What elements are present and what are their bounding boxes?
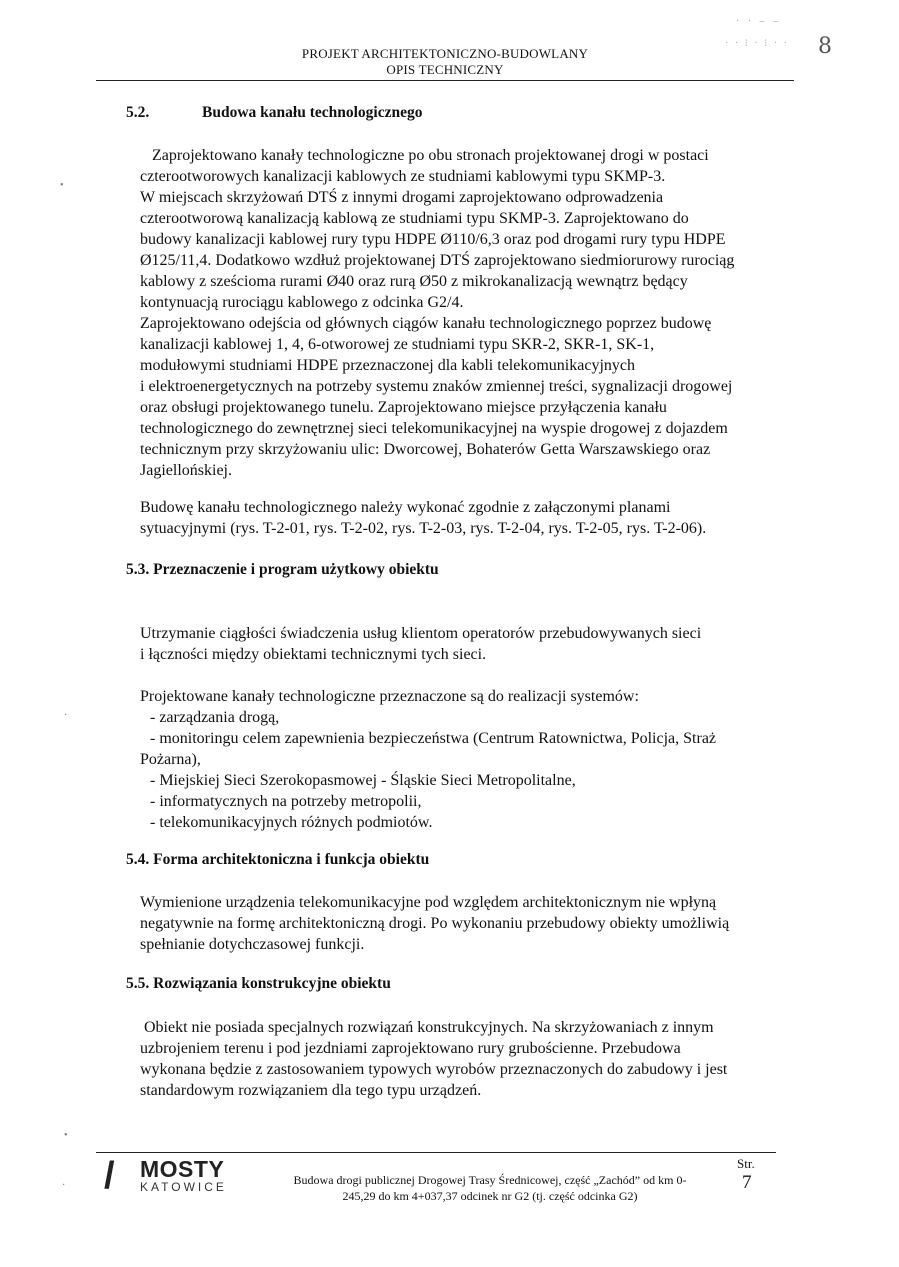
mosty-katowice-logo [104,1156,264,1196]
text-line: Wymienione urządzenia telekomunikacyjne pod względem architektonicznym nie wpłyną [140,894,717,911]
text-line: Obiekt nie posiada specjalnych rozwiązań konstrukcyjnych. Na skrzyżowaniach z innym [144,1019,714,1036]
text-line: kablowy z sześcioma rurami Ø40 oraz rurą Ø50 z mikrokanalizacją wewnątrz będący [140,273,688,290]
section-heading-5-4: 5.4. Forma architektoniczna i funkcja obiektu [126,851,430,868]
text-line: Zaprojektowano odejścia od głównych ciągów kanału technologicznego poprzez budowę [140,315,712,332]
text-line: i łączności między obiektami technicznymi tych sieci. [140,646,487,663]
section-5-2-paragraph-1 [140,145,795,481]
list-item: - monitoringu celem zapewnienia bezpieczeństwa (Centrum Ratownictwa, Policja, Straż [150,730,717,747]
scan-speck: • [60,180,64,191]
section-title: Budowa kanału technologicznego [202,104,423,121]
list-item: - telekomunikacyjnych różnych podmiotów. [150,814,433,831]
text-line: technologicznego do zewnętrznej sieci telekomunikacyjnej na wyspie drogowej z dojazdem [140,420,728,437]
section-heading-5-3: 5.3. Przeznaczenie i program użytkowy obiektu [126,561,439,578]
text-line: kontynuacją rurociągu kablowego z odcinka G2/4. [140,294,464,311]
list-item-continuation: Pożarna), [140,751,201,768]
section-5-5-paragraph [140,1017,795,1101]
text-line: kanalizacji kablowej 1, 4, 6-otworowej ze studniami typu SKR-2, SKR-1, SK-1, [140,336,655,353]
section-5-2-paragraph-3 [140,497,795,539]
text-line: W miejscach skrzyżowań DTŚ z innymi drogami zaprojektowano odprowadzenia [140,189,664,206]
text-line: Ø125/11,4. Dodatkowo wzdłuż projektowanej DTŚ zaprojektowano siedmiorurowy rurociąg [140,252,735,269]
header-rule [96,80,794,81]
section-number: 5.2. [126,104,150,121]
text-line: oraz obsługi projektowanego tunelu. Zaprojektowano miejsce przyłączenia kanału [140,399,667,416]
scan-specks: · · ⁝ · ⁝ · · [725,38,790,49]
list-intro: Projektowane kanały technologiczne przeznaczone są do realizacji systemów: [140,688,639,705]
text-line: wykonana będzie z zastosowaniem typowych wyrobów przeznaczonych do zabudowy i jest [140,1061,728,1078]
footer-rule [96,1152,776,1153]
handwritten-page-mark: 8 [818,34,832,59]
text-line: technicznym przy skrzyżowaniu ulic: Dworcowej, Bohaterów Getta Warszawskiego oraz [140,441,711,458]
section-5-4-paragraph [140,892,795,955]
text-line: negatywnie na formę architektoniczną drogi. Po wykonaniu przebudowy obiekty umożliwią [140,915,730,932]
section-heading-5-2 [126,104,422,122]
page-number: 7 [742,1172,752,1193]
systems-list [140,686,800,833]
list-item: - informatycznych na potrzeby metropolii, [150,793,422,810]
text-line: czterootworowych kanalizacji kablowych ze studniami kablowymi typu SKMP-3. [140,168,666,185]
footer-line-1: Budowa drogi publicznej Drogowej Trasy Średnicowej, część „Zachód” od km 0- [293,1173,687,1187]
logo-name: MOSTY [140,1156,225,1182]
text-line: Jagiellońskiej. [140,462,232,479]
scan-specks: · · – – [736,16,782,27]
text-line: czterootworową kanalizacją kablową ze studniami typu SKMP-3. Zaprojektowano do [140,210,689,227]
footer-description [270,1172,710,1204]
text-line: Budowę kanału technologicznego należy wykonać zgodnie z załączonymi planami [140,499,671,516]
list-item: - Miejskiej Sieci Szerokopasmowej - Śląskie Sieci Metropolitalne, [150,772,576,789]
text-line: standardowym rozwiązaniem dla tego typu urządzeń. [140,1082,482,1099]
text-line: Zaprojektowano kanały technologiczne po obu stronach projektowanej drogi w postaci [152,147,709,164]
header-line-1: PROJEKT ARCHITEKTONICZNO-BUDOWLANY [301,46,589,61]
text-line: budowy kanalizacji kablowej rury typu HDPE Ø110/6,3 oraz pod drogami rury typu HDPE [140,231,726,248]
page-label: Str. [737,1156,755,1171]
section-heading-5-5: 5.5. Rozwiązania konstrukcyjne obiektu [126,975,391,992]
text-line: uzbrojeniem terenu i pod jezdniami zaprojektowano rury grubościenne. Przebudowa [140,1040,681,1057]
logo-mark: / [104,1155,115,1197]
section-5-3-paragraph-1 [140,623,795,665]
text-line: Utrzymanie ciągłości świadczenia usług klientom operatorów przebudowywanych sieci [140,625,702,642]
text-line: spełnianie dotychczasowej funkcji. [140,936,365,953]
scan-speck: · [64,710,68,721]
text-line: sytuacyjnymi (rys. T-2-01, rys. T-2-02, rys. T-2-03, rys. T-2-04, rys. T-2-05, rys. T-2-06). [140,520,707,537]
scan-speck: • [64,1130,68,1141]
scan-speck: · [62,1180,66,1191]
text-line: modułowymi studniami HDPE przeznaczonej dla kabli telekomunikacyjnych [140,357,635,374]
footer-line-2: 245,29 do km 4+037,37 odcinek nr G2 (tj. część odcinka G2) [342,1189,638,1203]
logo-city: KATOWICE [140,1180,227,1194]
list-item: - zarządzania drogą, [150,709,280,726]
page-header [96,46,794,78]
text-line: i elektroenergetycznych na potrzeby systemu znaków zmiennej treści, sygnalizacji drogowej [140,378,733,395]
header-line-2: OPIS TECHNICZNY [386,62,504,77]
